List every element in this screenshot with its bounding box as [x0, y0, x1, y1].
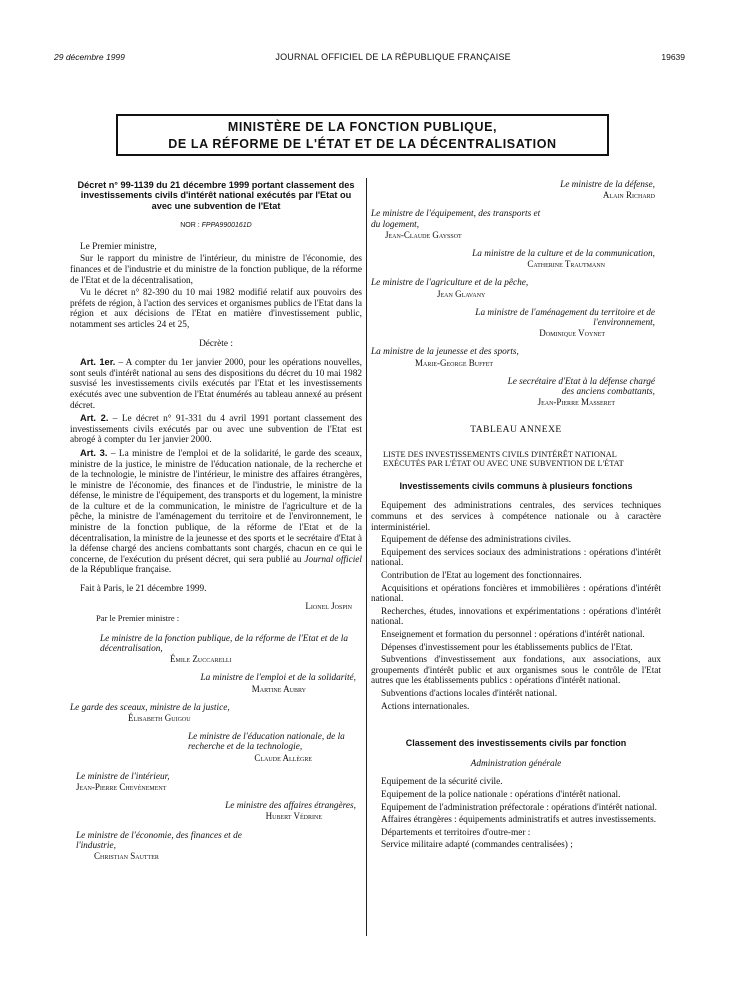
article-2-text: – Le décret n° 91-331 du 4 avril 1991 portant classement des investissements civils exécutés par ou avec une subvention de l'Etat est abrogé à compter du 1er janvier 2000. [70, 414, 362, 446]
signature-block [70, 801, 362, 821]
article-1-label: Art. 1er. [80, 357, 116, 368]
signature-role: Le ministre de l'intérieur, [76, 771, 170, 782]
signature-role: Le ministre de l'équipement, des transports et du logement, [371, 209, 541, 230]
signature-block [371, 278, 661, 298]
signature-role: La ministre de la culture et de la communication, [472, 249, 655, 260]
signature-role: Le ministre de la fonction publique, de la réforme de l'Etat et de la décentralisation, [100, 633, 348, 655]
signature-block [371, 377, 661, 408]
list-item: Equipement des administrations centrales, des services techniques communs et des services à compétence nationale ou à caractère interministériel. [371, 501, 661, 533]
signature-name: Émile Zuccarelli [170, 654, 232, 665]
signature-block [70, 634, 362, 665]
list-item: Dépenses d'investissement pour les établissements publics de l'Etat. [381, 642, 633, 653]
article-3 [70, 448, 362, 576]
signature-name: Marie-George Buffet [415, 357, 494, 368]
signature-name: Jean-Claude Gayssot [385, 229, 462, 240]
signature-name: Jean-Pierre Masseret [537, 397, 615, 408]
list-item: Actions internationales. [381, 701, 470, 712]
par-le-premier-ministre: Par le Premier ministre : [96, 613, 180, 624]
signature-block [70, 732, 362, 763]
signature-name: Élisabeth Guigou [128, 713, 191, 724]
section-heading-by-function: Classement des investissements civils par fonction [405, 738, 627, 749]
header-page-number: 19639 [661, 52, 685, 62]
signature-block [70, 703, 362, 723]
list-item: Départements et territoires d'outre-mer : [381, 827, 531, 838]
annex-subtitle: LISTE DES INVESTISSEMENTS CIVILS D'INTÉRÊT NATIONAL EXÉCUTÉS PAR L'ÉTAT OU AVEC UNE SUBVENTION DE L'ÉTAT [383, 450, 624, 469]
nor-label: NOR : [180, 222, 200, 230]
article-3-text-a: – La ministre de l'emploi et de la solidarité, le garde des sceaux, ministre de la justice, le ministre de l'éducation nationale, de la recherche et de la technologie, le ministre de l'intérieur, le ministre des affaires étrangères, le ministre de l'économie, des finances et de l'industrie, le ministre de la défense, le ministre de l'équipement, des transports et du logement, la ministre de la culture et de la communication, le ministre de l'agriculture et de la pêche, la ministre de l'aménagement du territoire et de l'environnement, le ministre de la fonction publique, de la réforme de l'Etat et de la décentralisation, la ministre de la jeunesse et des sports et le secrétaire d'Etat à la défense chargé des anciens combattants sont chargés, chacun en ce qui le concerne, de l'exécution du présent décret, qui sera publié au [70, 448, 362, 565]
list-item: Recherches, études, innovations et expérimentations : opérations d'intérêt national. [371, 606, 661, 628]
signatory-name: Lionel Jospin [305, 600, 352, 611]
signature-block [70, 831, 246, 862]
ministry-line-2: DE LA RÉFORME DE L'ÉTAT ET DE LA DÉCENTRALISATION [168, 137, 557, 151]
list-item: Equipement de défense des administrations civiles. [381, 535, 572, 546]
list-item: Equipement de la sécurité civile. [381, 777, 503, 788]
header-date: 29 décembre 1999 [54, 52, 125, 62]
list-item: Equipement de l'administration préfectorale : opérations d'intérêt national. [381, 802, 657, 813]
signature-block [70, 673, 362, 693]
article-1-text: – A compter du 1er janvier 2000, pour les opérations nouvelles, sont seuls d'intérêt national au sens des dispositions du décret du 10 mai 1982 susvisé les investissements civils exécutés par l'Etat et les investissements exécutés avec une subvention de l'Etat énumérés au tableau annexé au présent décret. [70, 358, 363, 411]
signature-role: Le ministre des affaires étrangères, [225, 801, 356, 812]
signature-role: Le ministre de l'économie, des finances et de l'industrie, [76, 830, 242, 851]
list-item: Enseignement et formation du personnel : opérations d'intérêt national. [381, 629, 645, 640]
article-1 [70, 357, 362, 411]
signature-role: La ministre de l'aménagement du territoire et de l'environnement, [475, 307, 655, 329]
fait-a-paris: Fait à Paris, le 21 décembre 1999. [80, 584, 207, 595]
signature-role: Le ministre de la défense, [560, 180, 655, 190]
page-header [54, 52, 685, 62]
article-2 [70, 413, 362, 446]
signature-block [371, 308, 661, 339]
signature-role: Le ministre de l'agriculture et de la pêche, [371, 278, 529, 289]
nor-reference [70, 221, 362, 232]
annex-title: TABLEAU ANNEXE [470, 425, 562, 436]
signature-role: Le secrétaire d'Etat à la défense chargé des anciens combattants, [507, 376, 655, 398]
signature-role: La ministre de la jeunesse et des sports, [371, 347, 519, 358]
header-journal-title: JOURNAL OFFICIEL DE LA RÉPUBLIQUE FRANÇAISE [275, 52, 511, 62]
ministry-line-1: MINISTÈRE DE LA FONCTION PUBLIQUE, [227, 120, 498, 134]
list-item: Service militaire adapté (commandes centralisées) ; [381, 840, 573, 851]
right-column [371, 180, 661, 853]
visa-decret: Vu le décret n° 82-390 du 10 mai 1982 modifié relatif aux pouvoirs des préfets de région, à l'action des services et organismes publics de l'Etat dans la région et aux décisions de l'Etat en matière d'investissement public, notamment ses articles 24 et 25, [70, 288, 362, 330]
visa-rapport: Sur le rapport du ministre de l'intérieur, du ministre de l'économie, des finances et de l'industrie et du ministre de la fonction publique, de la réforme de l'Etat et de la décentralisation, [70, 254, 362, 286]
list-item: Affaires étrangères : équipements administratifs et autres investissements. [381, 815, 657, 826]
list-item: Subventions d'actions locales d'intérêt national. [381, 688, 558, 699]
decrete: Décrète : [199, 338, 233, 349]
signature-name: Dominique Voynet [539, 328, 605, 339]
article-3-label: Art. 3. [80, 447, 108, 458]
signature-role: La ministre de l'emploi et de la solidarité, [200, 673, 356, 684]
list-item: Acquisitions et opérations foncières et immobilières : opérations d'intérêt national. [371, 583, 661, 605]
signature-block [371, 347, 661, 367]
article-3-journal-officiel: Journal officiel [304, 554, 362, 565]
list-item: Equipement des services sociaux des administrations : opérations d'intérêt national. [371, 547, 661, 569]
signature-block [371, 180, 661, 200]
signature-name: Catherine Trautmann [527, 259, 605, 270]
nor-value: FPPA9900161D [201, 222, 252, 230]
signature-name: Jean-Pierre Chevènement [76, 782, 167, 793]
subsection-administration-generale: Administration générale [470, 758, 562, 769]
left-column [70, 180, 362, 870]
decree-title: Décret n° 99-1139 du 21 décembre 1999 portant classement des investissements civils d'intérêt national exécutés par l'Etat ou avec une subvention de l'Etat [77, 180, 355, 211]
section-heading-common: Investissements civils communs à plusieurs fonctions [399, 480, 633, 491]
signature-name: Martine Aubry [251, 683, 306, 694]
list-item: Subventions d'investissement aux fondations, aux associations, aux groupements d'intérêt public et aux organismes sous le contrôle de l'Etat autres que les établissements publics : opérations d'intérêt national. [371, 655, 661, 687]
signature-block [70, 772, 362, 792]
signature-name: Christian Sautter [94, 851, 159, 862]
list-item: Contribution de l'Etat au logement des fonctionnaires. [381, 571, 582, 582]
ministry-title-box [116, 114, 609, 156]
signature-role: Le ministre de l'éducation nationale, de la recherche et de la technologie, [188, 732, 345, 753]
list-item: Equipement de la police nationale : opérations d'intérêt national. [381, 789, 621, 800]
signature-name: Alain Richard [602, 190, 655, 201]
signature-role: Le garde des sceaux, ministre de la justice, [70, 702, 230, 713]
premier-ministre: Le Premier ministre, [80, 241, 157, 252]
signature-block [371, 249, 661, 269]
article-3-text-b: de la République française. [70, 565, 172, 576]
signature-block [371, 209, 541, 240]
signature-name: Jean Glavany [437, 288, 486, 299]
signature-name: Hubert Védrine [265, 811, 322, 822]
signature-name: Claude Allègre [254, 752, 312, 763]
column-divider [366, 178, 367, 936]
article-2-label: Art. 2. [80, 413, 109, 424]
